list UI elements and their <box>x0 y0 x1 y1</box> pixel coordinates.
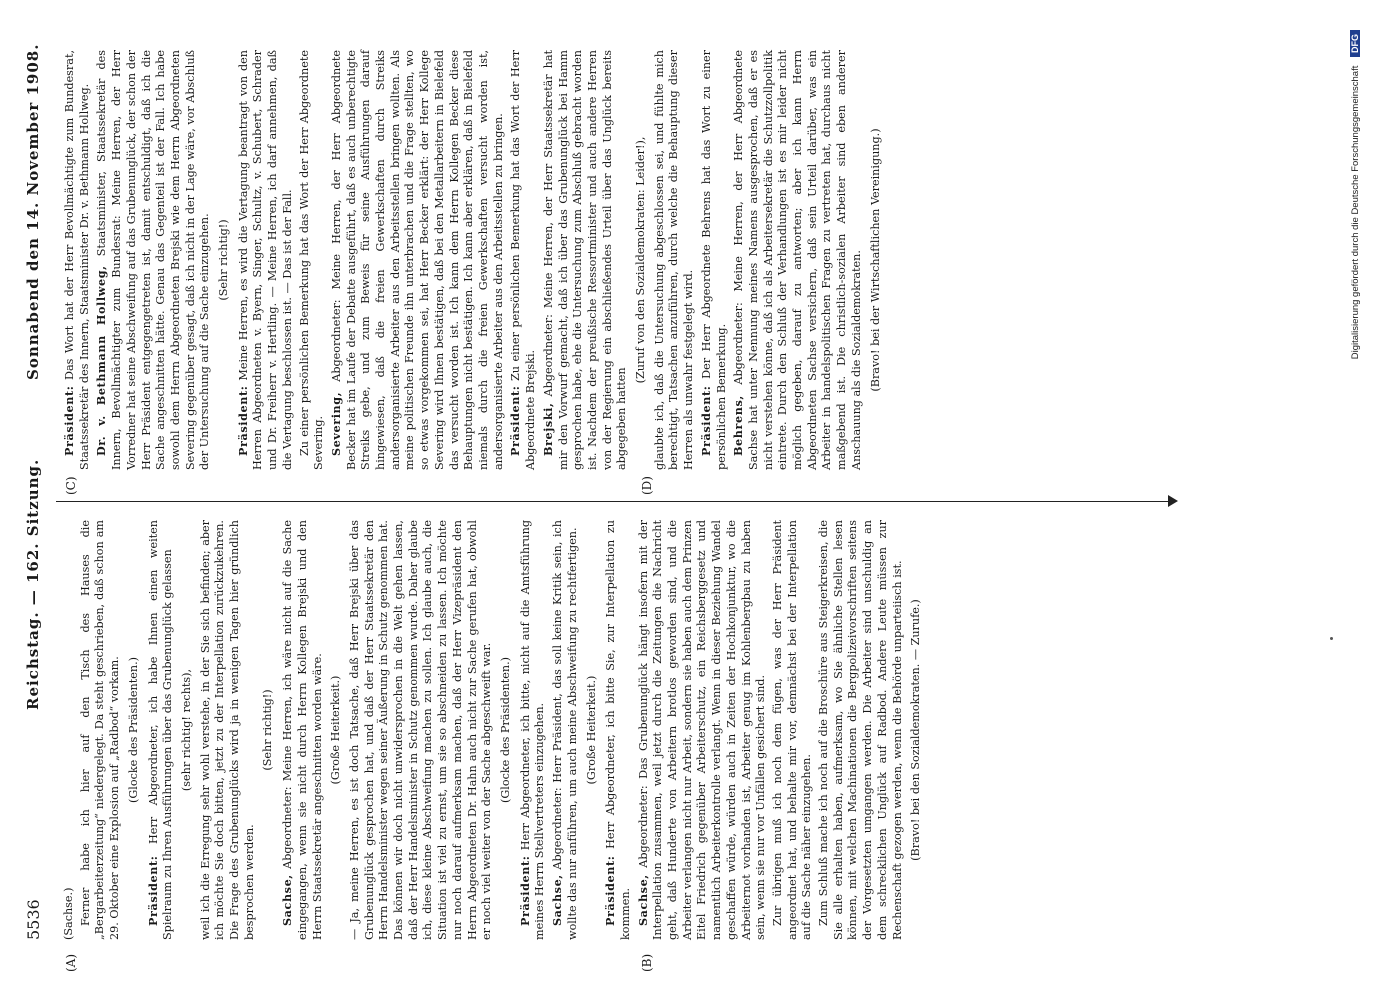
stage-direction: (Große Heiterkeit.) <box>329 675 343 785</box>
speech-paragraph <box>508 50 538 470</box>
page-header <box>18 40 48 940</box>
text-paragraph: Ferner habe ich hier auf den Tisch des Hauses die „Bergarbeiterzeitung“ niedergelegt. Da steht geschrieben, daß schon am 29. Oktober eine Explosion auf „Radbod“ vorkam. <box>78 520 122 940</box>
speech-text: Abgeordneter: Meine Herren, der Herr Staatssekretär hat mir den Vorwurf gemacht, daß ich über das Grubenunglück bei Hamm gesprochen habe, ehe die Untersuchung zum Abschluß gebracht worden ist. Nachdem der preußische Ressortminister und auch andere Herren von der Regierung ein abschließendes Urteil über das Unglück bereits abgegeben hatten <box>541 50 629 470</box>
stage-direction: (Bravo! bei der Wirtschaftlichen Vereinigung.) <box>868 128 882 392</box>
text-paragraph: (Sachse.) <box>62 887 75 940</box>
speaker-name: Sachse, <box>550 874 565 926</box>
speech-paragraph <box>699 50 729 470</box>
text-paragraph: weil ich die Erregung sehr wohl verstehe, in der Sie sich befinden; aber ich möchte Sie doch bitten, jetzt zu der Interpellation zurückzukehren. Die Frage des Grubenunglücks wird ja in wenigen Tagen hier gründlich besprochen werden. <box>198 520 256 940</box>
speaker-name: Präsident: <box>517 855 532 926</box>
stage-direction: (Große Heiterkeit.) <box>584 675 598 785</box>
speech-text: Abgeordneter: Meine Herren, ich wäre nicht auf die Sache eingegangen, wenn sie nicht durch Herrn Kollegen Brejski und den Herrn Staatssekretär angeschnitten worden wäre. <box>281 519 324 940</box>
speech-text: Meine Herren, es wird die Vertagung beantragt von den Herren Abgeordneten v. Byern, Singer, Schultz, v. Schubert, Schrader und Dr. Freiherr v. Hertling. — Meine Herren, ich darf annehmen, daß die Vertagung beschlossen ist. — Das ist der Fall. <box>236 50 294 470</box>
speech-text: Staatsminister, Staatssekretär des Innern, Bevollmächtigter zum Bundesrat: Meine Herren, der Herr Vorredner hat seine Abschweifung auf das Grubenunglück, der schon der Herr Präsident entgegengetreten ist, damit entschuldigt, daß ich die Sache angeschnitten hätte. Genau das Gegenteil ist der Fall. Ich habe sowohl dem Herrn Abgeordneten Brejski wie dem Herrn Abgeordneten Severing gegenüber gesagt, daß ich nicht in der Lage wäre, vor Abschluß der Untersuchung auf die Sache einzugehen. <box>95 49 212 470</box>
stage-direction: (Sehr richtig!) <box>217 219 231 301</box>
speech-paragraph <box>146 520 176 940</box>
speech-paragraph <box>550 520 580 940</box>
speaker-name: Präsident: <box>62 385 76 456</box>
speech-paragraph <box>329 50 506 470</box>
speech-paragraph <box>518 520 548 940</box>
speaker-name: Präsident: <box>508 385 523 456</box>
speaker-name: Präsident: <box>235 385 250 456</box>
session-title: Reichstag. — 162. Sitzung. <box>24 458 42 710</box>
stage-direction: (Sehr richtig!) <box>261 689 275 771</box>
footer-text: Digitalisierung gefördert durch die Deutsche Forschungsgemeinschaft <box>1350 65 1361 360</box>
digitization-footer <box>1350 30 1361 960</box>
session-date: Sonnabend den 14. November 1908. <box>24 43 42 380</box>
speaker-name: Präsident: <box>603 855 618 926</box>
speech-paragraph <box>636 520 769 940</box>
text-paragraph: — Ja, meine Herren, es ist doch Tatsache, daß Herr Brejski über das Grubenunglück gesprochen hat, und daß der Herr Staatssekretär den Herrn Handelsminister wegen seiner Äußerung in Schutz genommen hat. Das können wir doch nicht unwidersprochen in die Welt gehen lassen, daß der Herr Handelsminister in Schutz genommen wurde. Daher glaube ich, diese kleine Abschweifung machen zu sollen. Ich glaube auch, die Situation ist viel zu ernst, um sie so abschneiden zu lassen. Ich möchte nur noch darauf aufmerksam machen, daß der Herr Vizepräsident den Herrn Abgeordneten Dr. Hahn auch nicht zur Sache gerufen hat, obwohl er noch viel weiter von der Sache abgeschweift war. <box>347 520 494 940</box>
speech-text: Abgeordneter: Meine Herren, der Herr Abgeordnete Sachse hat unter Nennung meines Namens ausgesprochen, daß er es nicht verstehen könne, daß ich als Arbeitersekretär die Schutzzollpolitik eintrete. Durch den Schluß der Verhandlungen ist es mir leider nicht möglich gegeben, darauf zu antworten; aber ich kann Herrn Abgeordneten Sachse versichern, daß sein Urteil darüber, was ein Arbeiter in handelspolitischen Fragen zu vertreten hat, durchaus nicht maßgebend ist. Die christlich-sozialen Arbeiter sind eben anderer Anschauung als die Sozialdemokraten. <box>732 50 863 470</box>
speech-text: Der Herr Abgeordnete Behrens hat das Wort zu einer persönlichen Bemerkung. <box>699 50 728 470</box>
margin-marker-d: (D) <box>640 476 654 495</box>
speech-text: Zu einer persönlichen Bemerkung hat das Wort der Herr Abgeordnete Brejski. <box>509 50 538 470</box>
speaker-name: Dr. v. Bethmann Hollweg, <box>94 265 109 456</box>
text-paragraph: Zur übrigen muß ich noch dem fügen, was der Herr Präsident angeordnet hat, und behalte mir vor, demnächst bei der Interpellation auf die Sache näher einzugehen. <box>770 520 814 940</box>
stage-direction: (Bravo! bei den Sozialdemokraten. — Zurufe.) <box>909 599 923 861</box>
speech-text: Das Wort hat der Herr Bevollmächtigte zum Bundesrat, Staatssekretär des Innern, Staatsminister Dr. v. Bethmann Hollweg. <box>63 50 91 470</box>
speech-text: Abgeordneter: Meine Herren, der Herr Abgeordnete Becker hat im Laufe der Debatte ausgeführt, daß es auch unberechtigte Streiks gebe, und zum Beweis für seine Ausführungen darauf hingewiesen, daß die freien Gewerkschaften durch Streiks andersorganisierte Arbeiter aus den Arbeitsstellen bringen wollten. Als meine politischen Freunde ihn unterbrachen und die Frage stellten, wo so etwas vorgekommen sei, hat Herr Becker erklärt: der Herr Kollege Severing wird Ihnen bestätigen, daß bei den Metallarbeitern in Bielefeld das versucht worden ist. Ich kann dem Herrn Kollegen Becker diese Behauptungen nicht bestätigen. Ich kann aber erklären, daß in Bielefeld niemals durch die freien Gewerkschaften versucht worden ist, andersorganisierte Arbeiter aus den Arbeitsstellen zu bringen. <box>329 50 505 470</box>
stage-direction: (Glocke des Präsidenten.) <box>498 657 512 804</box>
speech-paragraph <box>236 50 296 470</box>
text-paragraph: Zum Schluß mache ich noch auf die Broschüre aus Steigerkreisen, die Sie alle erhalten haben, aufmerksam, wo Sie ähnliche Stellen lesen können, mit welchen Machinationen die Bergpolizeivorschriften seitens der Vorgesetzten umgangen werden. Die Arbeiter sind unschuldig an dem schrecklichen Unglück auf Radbod. Andere Leute müssen zur Rechenschaft gezogen werden, wenn die Behörde unparteiisch ist. <box>817 520 904 940</box>
divider-arrow <box>1168 495 1178 507</box>
speech-paragraph <box>603 520 633 940</box>
stage-direction: (Glocke des Präsidenten.) <box>126 657 140 804</box>
left-column <box>62 520 928 940</box>
text-paragraph: Zu einer persönlichen Bemerkung hat das Wort der Herr Abgeordnete Severing. <box>297 50 326 470</box>
speech-paragraph <box>62 50 92 470</box>
speaker-name: Sachse, <box>280 874 295 926</box>
stage-direction: (Zuruf von den Sozialdemokraten: Leider!), <box>634 136 648 384</box>
speaker-name: Präsident: <box>698 385 713 456</box>
dfg-logo: DFG <box>1350 30 1360 57</box>
right-column <box>62 50 887 470</box>
speech-paragraph <box>94 50 213 470</box>
stage-direction: (sehr richtig! rechts), <box>179 668 193 792</box>
margin-marker-a: (A) <box>64 953 78 972</box>
speaker-name: Sachse, <box>635 874 650 926</box>
speech-text: Herr Abgeordneter, ich bitte, nicht auf die Amtsführung meines Herrn Stellvertreters einzugehen. <box>518 520 547 940</box>
speech-paragraph <box>541 50 630 470</box>
speech-text: Herr Abgeordneter, ich bitte Sie, zur Interpellation zu kommen. <box>604 520 632 940</box>
margin-marker-c: (C) <box>64 476 78 495</box>
margin-marker-b: (B) <box>640 953 654 972</box>
speech-text: Abgeordneter: Das Grubenunglück hängt insofern mit der Interpellation zusammen, weil jetzt durch die Zeitungen die Nachricht geht, daß Hunderte von Arbeitern brotlos geworden sind, und die Arbeiter verlangen nicht nur Arbeit, sondern sie haben auch dem Prinzen Eitel Friedrich gegenüber Arbeiterschutz, ein Reichsberggesetz und namentlich Arbeiterkontrolle verlangt. Wenn in dieser Beziehung Wandel geschaffen würde, würden auch in Zeiten der Hochkonjunktur, wo die Arbeiternot vorhanden ist, Arbeiter genug im Kohlenbergbau zu haben sein, wenn sie nur vor Unfällen gesichert sind. <box>636 520 768 940</box>
speech-paragraph <box>280 520 325 940</box>
page-number: 5536 <box>24 899 43 940</box>
speaker-name: Behrens, <box>731 395 746 456</box>
speech-paragraph <box>731 50 864 470</box>
speech-text: Herr Abgeordneter, ich habe Ihnen einen weiten Spielraum zu Ihren Ausführungen über das Grubenunglück gelassen <box>146 519 175 940</box>
text-paragraph: glaubte ich, daß die Untersuchung abgeschlossen sei, und fühlte mich berechtigt, Tatsachen anzuführen, durch welche die Behauptung dieser Herren als unwahr festgelegt wird. <box>652 50 696 470</box>
scan-speck <box>1330 637 1333 640</box>
column-divider <box>56 501 1176 502</box>
speaker-name: Severing, <box>328 391 343 456</box>
speaker-name: Brejski, <box>540 402 555 456</box>
speaker-name: Präsident: <box>145 855 160 926</box>
speech-text: Abgeordneter: Herr Präsident, das soll keine Kritik sein, ich wollte das nur anführen, um auch meine Abschweifung zu rechtfertigen. <box>551 520 579 940</box>
